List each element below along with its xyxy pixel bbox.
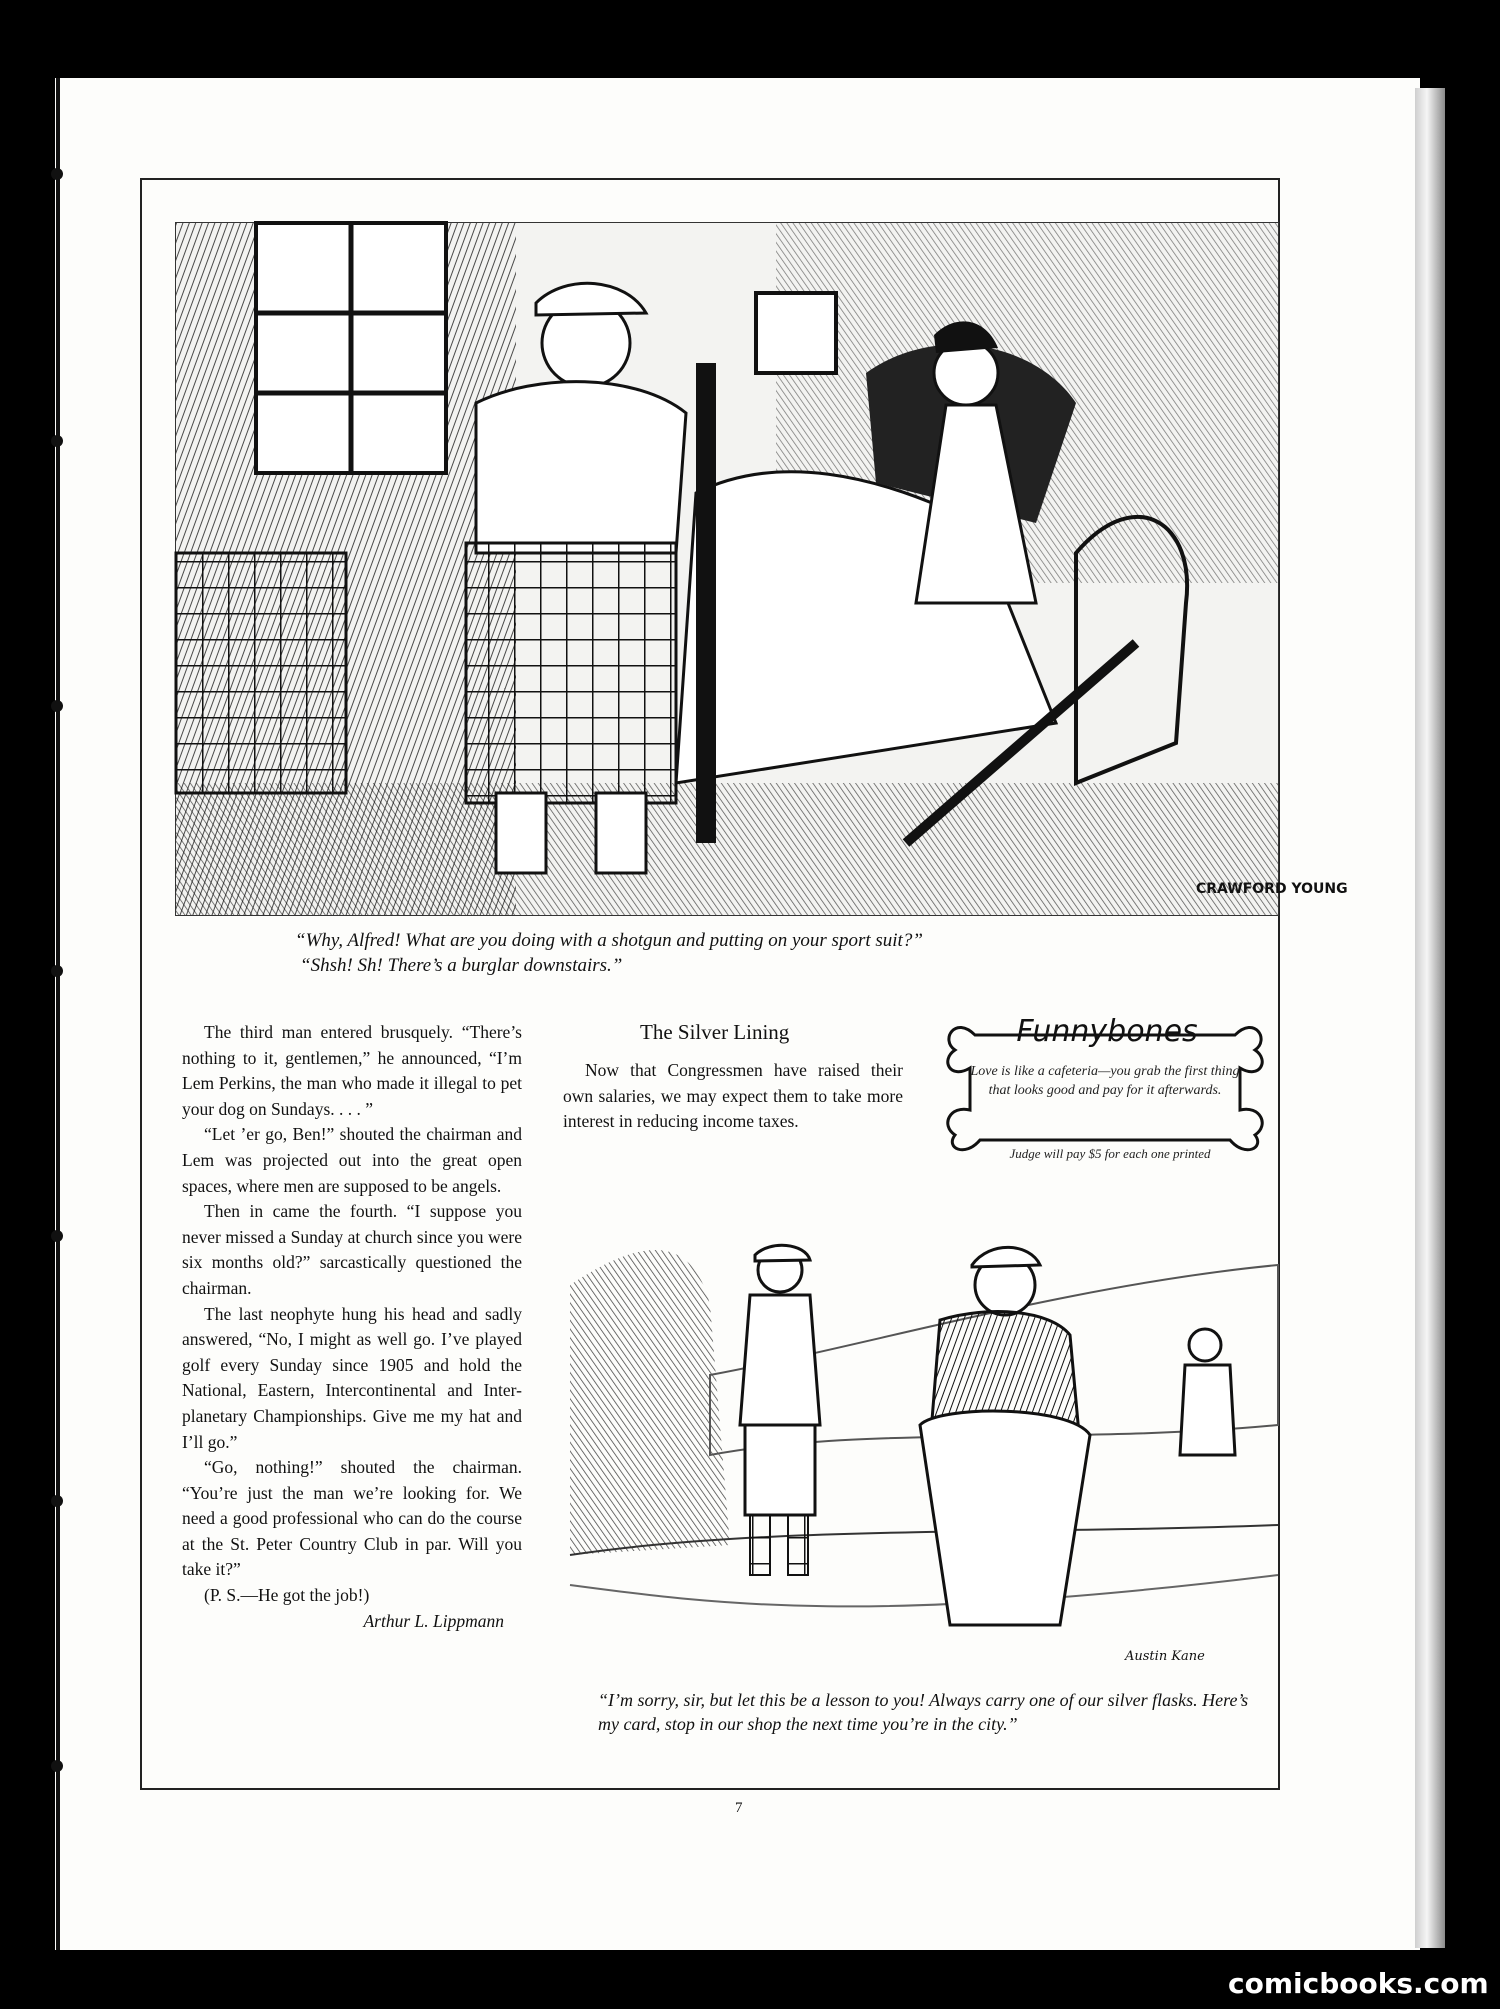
top-cartoon-caption: [295, 928, 1215, 978]
golf-cartoon: [570, 1225, 1278, 1680]
caption-line: “Why, Alfred! What are you doing with a shotgun and putting on your sport suit?”: [295, 930, 923, 951]
binding-stitch: [51, 1495, 63, 1507]
binding-stitch: [51, 1760, 63, 1772]
story-paragraph: “Let ’er go, Ben!” shouted the chairman and Lem was projected out into the great open spaces, where men are supposed to be angels.: [182, 1124, 522, 1196]
golf-cartoon-signature: Austin Kane: [1125, 1649, 1205, 1664]
story-paragraph: “Go, nothing!” shouted the chairman. “You’re just the man we’re looking for. We need a good professional who can do the course at the St. Peter Country Club in par. Will you take it?”: [182, 1457, 522, 1580]
funnybones-title: Funnybones: [1016, 1014, 1198, 1049]
funnybones-box: [940, 1010, 1270, 1160]
silver-lining-title: The Silver Lining: [640, 1020, 790, 1044]
silver-lining-body: Now that Congressmen have raised their own salaries, we may expect them to take more interest in reducing income taxes.: [563, 1060, 903, 1132]
funnybones-joke: Love is like a cafeteria—you grab the first thing that looks good and pay for it afterwards.: [970, 1064, 1240, 1098]
cartoon-signature: CRAWFORD YOUNG: [1196, 881, 1348, 897]
binding-stitch: [51, 435, 63, 447]
site-watermark: comicbooks.com: [1228, 1967, 1489, 2000]
binding-spine: [56, 78, 60, 1950]
story-paragraph: Then in came the fourth. “I suppose you never missed a Sunday at church since you were six months old?” sarcastically questioned the chairman.: [182, 1201, 522, 1298]
caption-line: “Shsh! Sh! There’s a burglar downstairs.”: [300, 955, 623, 976]
story-paragraph: The third man entered brusquely. “There’s nothing to it, gentlemen,” he announced, “I’m Lem Perkins, the man who made it illegal to pet your dog on Sundays. . . . ”: [182, 1022, 522, 1119]
binding-stitch: [51, 700, 63, 712]
bedroom-cartoon: [175, 222, 1348, 916]
binding-stitch: [51, 1230, 63, 1242]
funnybones-footer: Judge will pay $5 for each one printed: [1009, 1146, 1211, 1161]
story-column: [182, 1020, 522, 1634]
page-edge: [1415, 88, 1445, 1948]
story-paragraph: The last neophyte hung his head and sadly answered, “No, I might as well go. I’ve played golf every Sunday since 1905 and hold the National, Eastern, Intercontinental and Inter-planetary Championships. Give me my hat and I’ll go.”: [182, 1303, 522, 1452]
story-postscript: (P. S.—He got the job!): [204, 1585, 370, 1606]
binding-stitch: [51, 168, 63, 180]
story-author: Arthur L. Lippmann: [363, 1610, 504, 1631]
binding-stitch: [51, 965, 63, 977]
golf-cartoon-caption: “I’m sorry, sir, but let this be a lesson to you! Always carry one of our silver flasks. Here’s my card, stop in our shop the next time you’re in the city.”: [598, 1690, 1249, 1734]
silver-lining-column: [563, 1058, 903, 1135]
page-number: 7: [735, 1800, 743, 1816]
